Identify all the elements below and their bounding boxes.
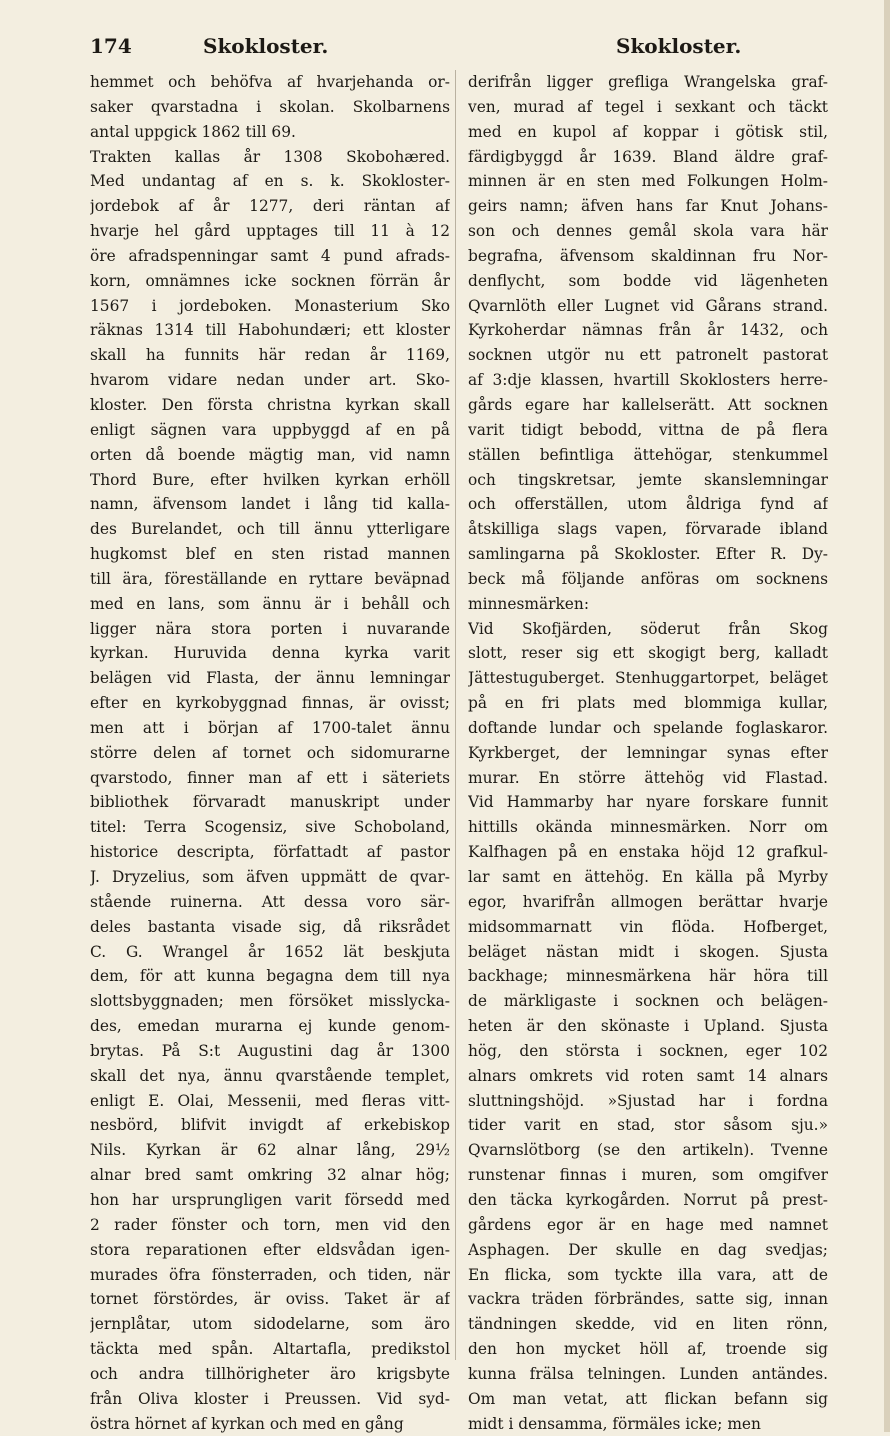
text-line: murar. En större ättehög vid Flastad.	[468, 768, 828, 787]
text-line: kloster. Den första christna kyrkan skall	[90, 395, 450, 414]
text-line: antal uppgick 1862 till 69.	[90, 122, 296, 141]
text-line: Vid Hammarby har nyare forskare funnit	[468, 793, 828, 812]
text-line: hugkomst blef en sten ristad mannen	[90, 545, 450, 564]
text-line: 2 rader fönster och torn, men vid den	[90, 1215, 450, 1234]
text-line: korn, omnämnes icke socknen förrän år	[90, 271, 450, 290]
text-line: Asphagen. Der skulle en dag svedjas;	[468, 1240, 828, 1259]
text-line: och andra tillhörigheter äro krigsbyte	[90, 1364, 450, 1383]
text-line: alnars omkrets vid roten samt 14 alnars	[468, 1066, 828, 1085]
left-running-head: Skokloster.	[203, 34, 329, 58]
text-line: hon har ursprungligen varit försedd med	[90, 1190, 450, 1209]
text-line: slott, reser sig ett skogigt berg, kalladt	[468, 644, 828, 663]
text-line: Jättestuguberget. Stenhuggartorpet, beläget	[468, 669, 828, 688]
text-line: till ära, föreställande en ryttare beväpnad	[90, 569, 450, 588]
text-line: Vid Skofjärden, söderut från Skog	[468, 619, 828, 638]
text-line: doftande lundar och spelande foglaskaror.	[468, 718, 828, 737]
text-line: Qvarnslötborg (se den artikeln). Tvenne	[468, 1141, 828, 1160]
text-line: sluttningshöjd. »Sjustad har i fordna	[468, 1091, 828, 1110]
text-line: lar samt en ättehög. En källa på Myrby	[468, 868, 828, 886]
text-line: Kyrkberget, der lemningar synas efter	[468, 743, 828, 762]
text-line: öre afradspenningar samt 4 pund afrads-	[90, 246, 450, 265]
text-line: samlingarna på Skokloster. Efter R. Dy-	[468, 545, 828, 564]
text-line: större delen af tornet och sidomurarne	[90, 743, 450, 762]
text-line: med en kupol af koppar i götisk stil,	[468, 122, 828, 141]
text-line: men att i början af 1700-talet ännu	[90, 718, 450, 737]
text-line: skall det nya, ännu qvarstående templet,	[90, 1066, 450, 1085]
text-line: belägen vid Flasta, der ännu lemningar	[90, 669, 450, 688]
text-line: Kyrkoherdar nämnas från år 1432, och	[468, 321, 828, 340]
text-line: midsommarnatt vin flöda. Hofberget,	[468, 917, 828, 936]
text-line: historice descripta, författadt af pastor	[90, 843, 450, 862]
text-line: från Oliva kloster i Preussen. Vid syd-	[90, 1389, 450, 1408]
text-line: jernplåtar, utom sidodelarne, som äro	[90, 1315, 450, 1334]
text-line: beck må följande anföras om socknens	[468, 569, 828, 588]
text-line: geirs namn; äfven hans far Knut Johans-	[468, 197, 828, 216]
text-line: och tingskretsar, jemte skanslemningar	[468, 470, 828, 489]
text-line: bibliothek förvaradt manuskript under	[90, 793, 450, 812]
text-line: räknas 1314 till Habohundæri; ett kloster	[90, 321, 450, 340]
text-line: beläget nästan midt i skogen. Sjusta	[468, 942, 828, 961]
text-line: enligt sägnen vara uppbyggd af en på	[90, 420, 450, 439]
text-line: runstenar finnas i muren, som omgifver	[468, 1166, 828, 1185]
text-line: ven, murad af tegel i sexkant och täckt	[468, 97, 828, 116]
text-line: och offerställen, utom åldriga fynd af	[468, 495, 828, 514]
text-line: vackra träden förbrändes, satte sig, innan	[468, 1290, 828, 1309]
text-line: täckta med spån. Altartafla, predikstol	[90, 1340, 450, 1359]
text-line: son och dennes gemål skola vara här	[468, 222, 828, 241]
text-line: minnesmärken:	[468, 594, 590, 613]
text-line: slottsbyggnaden; men försöket misslycka-	[90, 992, 450, 1011]
text-line: tornet förstördes, är oviss. Taket är af	[90, 1290, 450, 1309]
text-line: kunna frälsa telningen. Lunden antändes.	[468, 1364, 828, 1383]
text-line: begrafna, äfvensom skaldinnan fru Nor-	[468, 246, 828, 265]
page-edge	[884, 0, 890, 1432]
text-line: J. Dryzelius, som äfven uppmätt de qvar-	[90, 868, 450, 886]
text-line: jordebok af år 1277, deri räntan af	[90, 197, 450, 216]
text-line: Qvarnlöth eller Lugnet vid Gårans strand.	[468, 296, 828, 315]
text-line: gårdens egor är en hage med namnet	[468, 1215, 828, 1234]
text-line: varit tidigt bebodd, vittna de på flera	[468, 420, 828, 439]
text-line: den hon mycket höll af, troende sig	[468, 1340, 828, 1359]
text-line: hvarom vidare nedan under art. Sko-	[90, 371, 450, 390]
text-line: den täcka kyrkogården. Norrut på prest-	[468, 1190, 828, 1209]
text-line: hög, den största i socknen, eger 102	[468, 1041, 828, 1060]
text-line: backhage; minnesmärkena här höra till	[468, 967, 828, 986]
right-running-head: Skokloster.	[616, 34, 742, 58]
text-line: gårds egare har kallelserätt. Att socknen	[468, 395, 828, 414]
text-line: de märkligaste i socknen och belägen-	[468, 992, 828, 1011]
text-line: tändningen skedde, vid en liten rönn,	[468, 1315, 828, 1334]
text-line: heten är den skönaste i Upland. Sjusta	[468, 1017, 828, 1036]
text-line: hittills okända minnesmärken. Norr om	[468, 818, 828, 837]
text-line: midt i densamma, förmäles icke; men	[468, 1414, 761, 1433]
text-line: efter en kyrkobyggnad finnas, är ovisst;	[90, 694, 450, 713]
text-line: ligger nära stora porten i nuvarande	[90, 619, 450, 638]
text-line: 1567 i jordeboken. Monasterium Sko	[90, 296, 450, 315]
text-line: åtskilliga slags vapen, förvarade ibland	[468, 520, 828, 539]
text-line: med en lans, som ännu är i behåll och	[90, 594, 450, 613]
text-line: dem, för att kunna begagna dem till nya	[90, 967, 450, 986]
text-line: enligt E. Olai, Messenii, med fleras vitt-	[90, 1091, 450, 1110]
text-line: Med undantag af en s. k. Skokloster-	[90, 172, 450, 191]
text-line: minnen är en sten med Folkungen Holm-	[468, 172, 828, 191]
text-line: titel: Terra Scogensiz, sive Schoboland,	[90, 818, 450, 837]
text-line: brytas. På S:t Augustini dag år 1300	[90, 1041, 450, 1060]
text-line: östra hörnet af kyrkan och med en gång	[90, 1414, 404, 1433]
text-line: Thord Bure, efter hvilken kyrkan erhöll	[90, 470, 450, 489]
text-line: ställen befintliga ättehögar, stenkummel	[468, 445, 828, 464]
text-line: En flicka, som tyckte illa vara, att de	[468, 1265, 828, 1284]
text-line: des Burelandet, och till ännu ytterligare	[90, 520, 450, 539]
text-line: hvarje hel gård upptages till 11 à 12	[90, 222, 450, 241]
column-divider	[455, 70, 456, 1360]
text-line: murades öfra fönsterraden, och tiden, när	[90, 1265, 450, 1284]
text-line: Om man vetat, att flickan befann sig	[468, 1389, 828, 1408]
text-line: deles bastanta visade sig, då riksrådet	[90, 917, 450, 936]
text-line: på en fri plats med blommiga kullar,	[468, 694, 828, 713]
left-text-column	[90, 70, 450, 1436]
text-line: stora reparationen efter eldsvådan igen-	[90, 1240, 450, 1259]
page-header	[0, 34, 890, 64]
text-line: denflycht, som bodde vid lägenheten	[468, 271, 828, 290]
text-line: Trakten kallas år 1308 Skobohæred.	[90, 147, 450, 166]
text-line: tider varit en stad, stor såsom sju.»	[468, 1116, 828, 1135]
text-line: kyrkan. Huruvida denna kyrka varit	[90, 644, 450, 663]
text-line: alnar bred samt omkring 32 alnar hög;	[90, 1166, 450, 1185]
text-line: färdigbyggd år 1639. Bland äldre graf-	[468, 147, 828, 166]
text-line: hemmet och behöfva af hvarjehanda or-	[90, 73, 450, 91]
right-text-column	[468, 70, 828, 1436]
text-line: egor, hvarifrån allmogen berättar hvarje	[468, 892, 828, 911]
page-number: 174	[90, 34, 132, 58]
text-line: af 3:dje klassen, hvartill Skoklosters herre-	[468, 371, 828, 390]
text-line: stående ruinerna. Att dessa voro sär-	[90, 892, 450, 911]
text-line: orten då boende mägtig man, vid namn	[90, 445, 450, 464]
text-line: Kalfhagen på en enstaka höjd 12 grafkul-	[468, 843, 828, 862]
text-line: C. G. Wrangel år 1652 lät beskjuta	[90, 942, 450, 961]
text-line: qvarstodo, finner man af ett i säteriets	[90, 768, 450, 787]
text-line: saker qvarstadna i skolan. Skolbarnens	[90, 97, 450, 116]
text-line: des, emedan murarna ej kunde genom-	[90, 1017, 450, 1036]
text-line: skall ha funnits här redan år 1169,	[90, 346, 450, 365]
text-line: namn, äfvensom landet i lång tid kalla-	[90, 495, 450, 514]
text-line: nesbörd, blifvit invigdt af erkebiskop	[90, 1116, 450, 1135]
text-line: derifrån ligger grefliga Wrangelska graf-	[468, 73, 828, 91]
text-line: Nils. Kyrkan är 62 alnar lång, 29½	[90, 1141, 450, 1160]
text-line: socknen utgör nu ett patronelt pastorat	[468, 346, 828, 365]
